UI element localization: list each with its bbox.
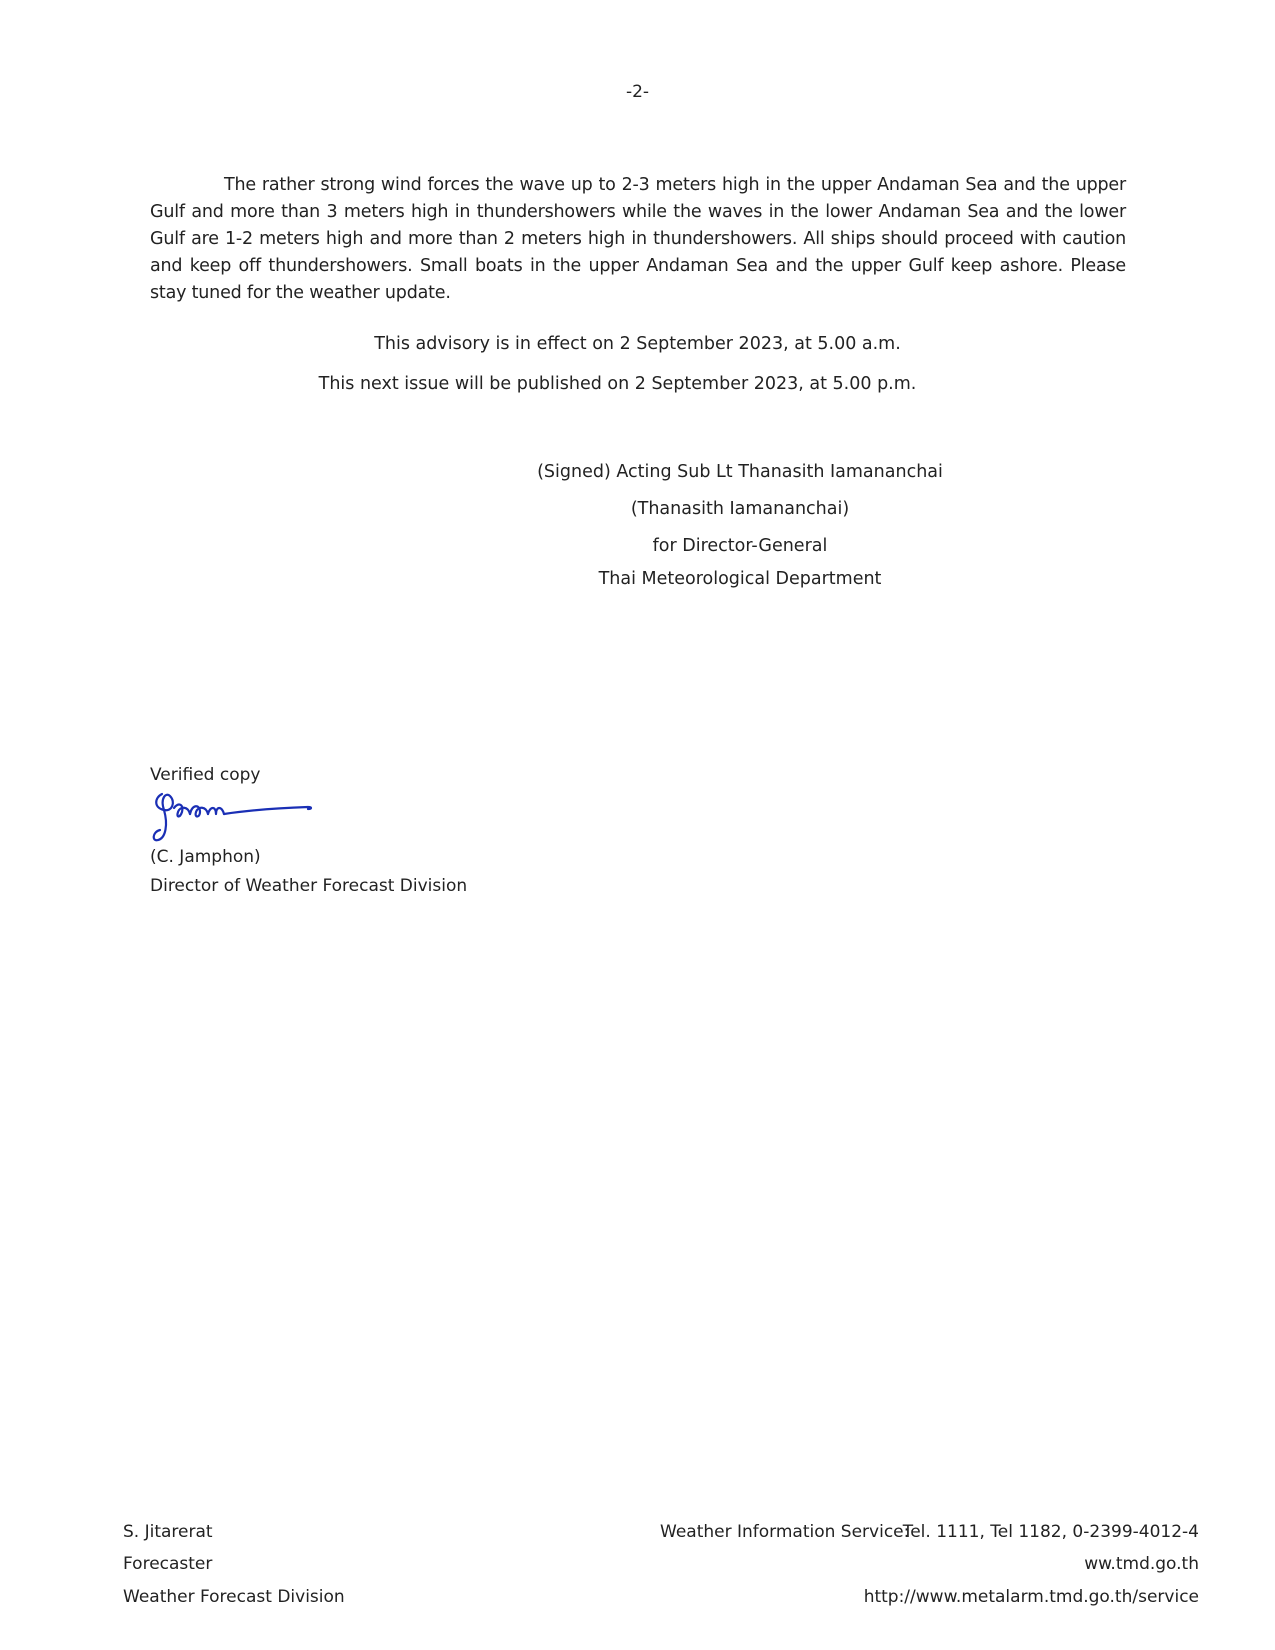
verifier-title: Director of Weather Forecast Division — [150, 876, 468, 896]
advisory-effective-time: This advisory is in effect on 2 September 2023, at 5.00 a.m. — [374, 334, 901, 354]
forecaster-name: S. Jitarerat — [123, 1522, 213, 1542]
weather-info-service-label: Weather Information Service: — [660, 1522, 910, 1542]
page-number: -2- — [625, 82, 650, 102]
signatory-name: (Thanasith Iamananchai) — [630, 499, 850, 519]
service-url-link[interactable]: http://www.metalarm.tmd.go.th/service — [863, 1587, 1199, 1607]
handwritten-signature-image — [150, 788, 315, 848]
verifier-name: (C. Jamphon) — [150, 847, 261, 867]
advisory-body-paragraph: The rather strong wind forces the wave up to 2-3 meters high in the upper Andaman Sea and the upper Gulf and more than 3 meters high in thundershowers while the waves in the lower Andaman Sea and the lower Gulf are 1-2 meters high and more than 2 meters high in thundershowers. All ships should proceed with caution and keep off thundershowers. Small boats in the upper Andaman Sea and the upper Gulf keep ashore. Please stay tuned for the weather update. — [150, 175, 1126, 303]
department-name: Thai Meteorological Department — [598, 569, 882, 589]
forecaster-role: Forecaster — [123, 1554, 213, 1574]
contact-phone: Tel. 1111, Tel 1182, 0-2399-4012-4 — [902, 1522, 1199, 1542]
signatory-title: for Director-General — [652, 536, 828, 556]
signed-by-line: (Signed) Acting Sub Lt Thanasith Iamananchai — [537, 462, 943, 482]
website-link[interactable]: ww.tmd.go.th — [1084, 1554, 1199, 1574]
verified-copy-label: Verified copy — [150, 765, 261, 785]
forecaster-division: Weather Forecast Division — [123, 1587, 345, 1607]
next-issue-time: This next issue will be published on 2 September 2023, at 5.00 p.m. — [318, 374, 917, 394]
